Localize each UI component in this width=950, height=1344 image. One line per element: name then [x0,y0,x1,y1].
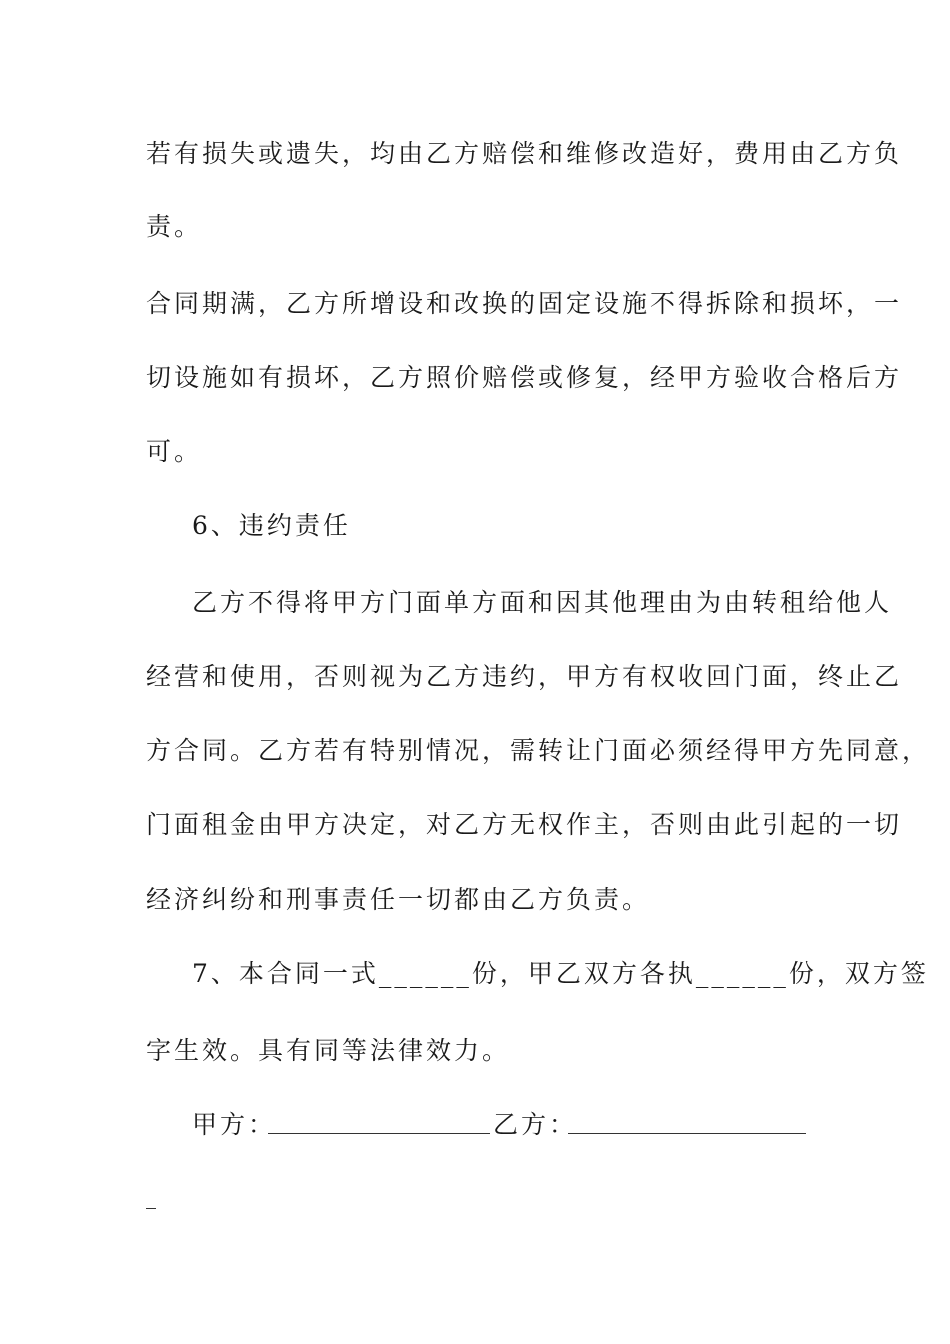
paragraph-line: 字生效。具有同等法律效力。 [146,1036,511,1065]
paragraph-line: 乙方不得将甲方门面单方面和因其他理由为由转租给他人 [192,588,893,617]
paragraph-line: 若有损失或遗失，均由乙方赔偿和维修改造好，费用由乙方负 [146,139,903,168]
section-heading-breach: 6、违约责任 [192,511,351,540]
paragraph-line: 责。 [146,212,203,241]
party-a-label: 甲方： [192,1110,277,1139]
paragraph-line: 合同期满，乙方所增设和改换的固定设施不得拆除和损坏，一 [146,289,903,318]
clause-copies: 7、本合同一式______份，甲乙双方各执______份，双方签 [192,959,929,988]
paragraph-line: 方合同。乙方若有特别情况，需转让门面必须经得甲方先同意， [146,736,931,765]
party-b-signature-line [568,1133,806,1134]
paragraph-line: 切设施如有损坏，乙方照价赔偿或修复，经甲方验收合格后方 [146,363,903,392]
party-b-label: 乙方： [493,1110,578,1139]
underline-mark [146,1208,156,1209]
paragraph-line: 门面租金由甲方决定，对乙方无权作主，否则由此引起的一切 [146,810,903,839]
paragraph-line: 可。 [146,437,203,466]
party-a-signature-line [268,1133,490,1134]
paragraph-line: 经济纠纷和刑事责任一切都由乙方负责。 [146,885,651,914]
paragraph-line: 经营和使用，否则视为乙方违约，甲方有权收回门面，终止乙 [146,662,903,691]
